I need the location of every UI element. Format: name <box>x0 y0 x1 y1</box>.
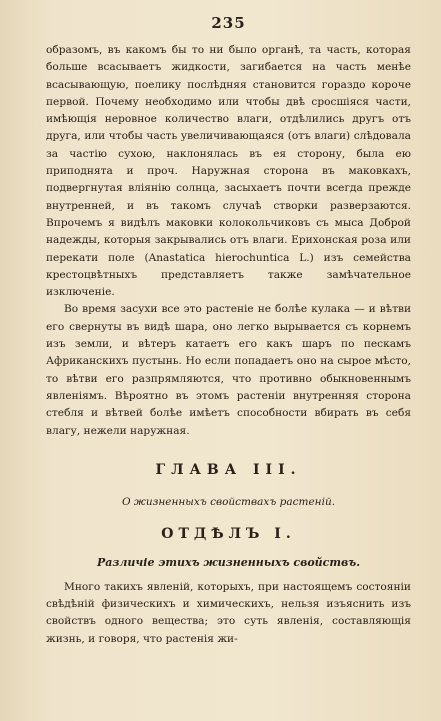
chapter-subtitle: О жизненныхъ свойствахъ растеній. <box>121 495 336 508</box>
chapter-title: ГЛАВА III. <box>155 461 302 478</box>
section-title: ОТДѢЛЪ I. <box>161 525 296 542</box>
paragraph-2: Во время засухи все это растеніе не болѣе кулака — и вѣтви его свернуты въ видѣ шара, оно легко вырывается съ корнемъ изъ земли, и вѣтеръ катаетъ его какъ шаръ по пескамъ Африканскихъ пустынь. Но если попадаетъ оно на сырое мѣсто, то вѣтви его разпрямляются, что противно обыкновеннымъ явленіямъ. Вѣроятно въ этомъ растеніи внутренняя сторона стебля и вѣтвей болѣе имѣетъ способности вбирать въ себя влагу, нежели наружная. <box>46 303 411 437</box>
paragraph-1: образомъ, въ какомъ бы то ни было органѣ, та часть, которая больше всасываетъ жидкости, загибается на часть менѣе всасывающую, поелику послѣдняя становится гораздо короче первой. Почему необходимо или чтобы двѣ сросшіяся части, имѣющія неровное количество влаги, отдѣлились другъ отъ друга, или чтобы часть увеличивающаяся (отъ влаги) слѣдовала за частію сухою, наклонялась въ ея сторону, была ею приподнята и проч. Наружная сторона въ маковкахъ, подвергнутая вліянію солнца, засыхаетъ почти всегда прежде внутренней, и въ такомъ случаѣ створки разверзаются. Впрочемъ я видѣлъ маковки колокольчиковъ съ мыса Доброй надежды, которыя закрывались отъ влаги. Ерихонская роза или перекати поле (Anastatica hierochuntica L.) изъ семейства крестоцвѣтныхъ представляетъ также замѣчательное изключеніе. <box>46 44 411 299</box>
paragraph-3: Много такихъ явленій, которыхъ, при настоящемъ состояніи свѣдѣній физическихъ и химическихъ, нельзя изъяснить изъ свойствъ одного вещества; это суть явленія, составляющія жизнь, и говоря, что растенія жи- <box>46 580 411 645</box>
section-subtitle: Различіе этихъ жизненныхъ свойствъ. <box>96 555 361 569</box>
page-number: 235 <box>211 14 246 32</box>
body-text <box>46 42 411 440</box>
